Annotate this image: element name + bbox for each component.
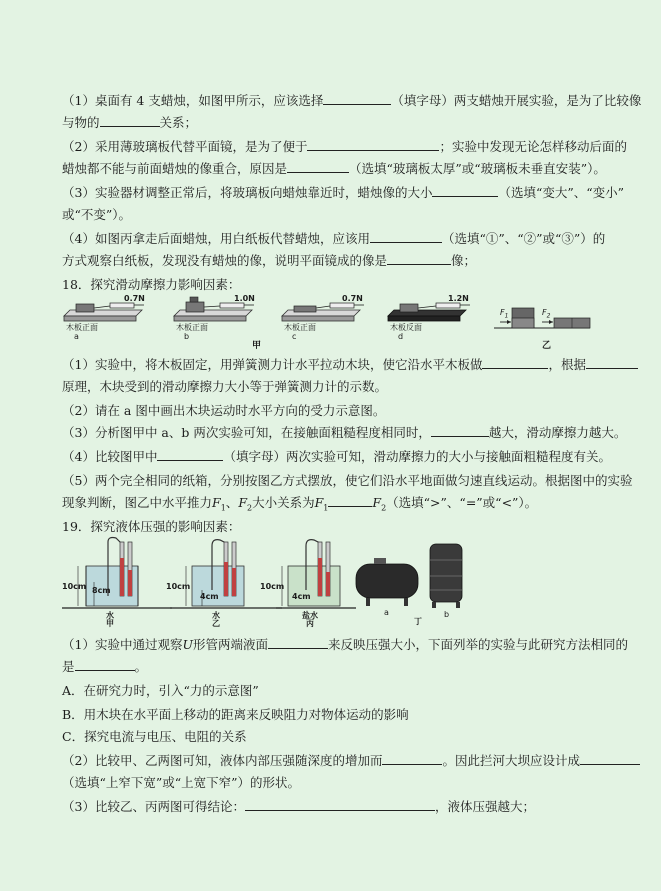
- q18-title: 18．探究滑动摩擦力影响因素：: [62, 277, 241, 292]
- blank[interactable]: [157, 448, 223, 461]
- blank[interactable]: [432, 184, 498, 197]
- liquid-label-1: 水: [106, 611, 114, 620]
- panel-letter-a: a: [74, 332, 79, 341]
- blank[interactable]: [431, 424, 489, 437]
- force-label-a: 0.7N: [124, 294, 145, 303]
- q18-line-2: 原理，木块受到的滑动摩擦力大小等于弹簧测力计的示数。: [62, 379, 388, 394]
- surface-label-a: 木板正面: [66, 323, 98, 332]
- height-label-1: 8cm: [92, 586, 111, 595]
- caption-jia: 甲: [252, 341, 262, 351]
- liquid-label-3: 盐水: [302, 611, 318, 620]
- caption-1: 甲: [106, 618, 114, 628]
- depth-label-1: 10cm: [62, 582, 87, 591]
- caption-yi: 乙: [542, 341, 552, 351]
- q17-line-3: （2）采用薄玻璃板代替平面镜，是为了便于 ；实验中发现无论怎样移动后面的: [62, 139, 627, 154]
- blank[interactable]: [387, 252, 451, 265]
- option-c: C．探究电流与电压、电阻的关系: [62, 729, 247, 744]
- liquid-label-2: 水: [212, 611, 220, 620]
- depth-label-2: 10cm: [166, 582, 191, 591]
- pressure-drawing: [62, 536, 482, 626]
- caption-3: 丙: [306, 618, 314, 628]
- force-label-c: 0.7N: [342, 294, 363, 303]
- q19-line-2: 是 。: [62, 659, 148, 674]
- q19-line-4: （选填“上窄下宽”或“上宽下窄”）的形状。: [62, 775, 301, 790]
- blank[interactable]: [482, 356, 548, 369]
- force-f1-label: $F_1$: [500, 308, 509, 320]
- force-label-d: 1.2N: [448, 294, 469, 303]
- q18-line-7: 现象判断，图乙中水平推力$F_1$、$F_2$大小关系为$F_1$ $F_2$（选填“>”、“=”或“<”）。: [62, 495, 538, 513]
- q17-line-8: 方式观察白纸板，发现没有蜡烛的像，说明平面镜成的像是 像；: [62, 253, 477, 268]
- caption-4: 丁: [414, 616, 422, 626]
- depth-label-3: 10cm: [260, 582, 285, 591]
- blank[interactable]: [268, 636, 328, 649]
- surface-label-b: 木板正面: [176, 323, 208, 332]
- q18-line-5: （4）比较图甲中 （填字母）两次实验可知，滑动摩擦力的大小与接触面粗糙程度有关。: [62, 449, 611, 464]
- pressure-figure: [62, 536, 482, 626]
- q18-line-3: （2）请在 a 图中画出木块运动时水平方向的受力示意图。: [62, 403, 386, 418]
- blank[interactable]: [307, 138, 439, 151]
- q19-line-1: （1）实验中通过观察U形管两端液面 来反映压强大小，下面列举的实验与此研究方法相同的: [62, 637, 629, 652]
- height-label-3: 4cm: [292, 592, 311, 601]
- blank[interactable]: [245, 798, 435, 811]
- blank[interactable]: [287, 160, 349, 173]
- height-label-2: 4cm: [200, 592, 219, 601]
- blank[interactable]: [328, 494, 372, 507]
- blank[interactable]: [382, 752, 442, 765]
- tank-label-b: b: [444, 610, 450, 619]
- force-f2-label: $F_2$: [542, 308, 551, 320]
- q19-line-3: （2）比较甲、乙两图可知，液体内部压强随深度的增加而 。因此拦河大坝应设计成: [62, 752, 640, 770]
- q19-title: 19．探究液体压强的影响因素：: [62, 519, 241, 534]
- option-b: B．用木块在水平面上移动的距离来反映阻力对物体运动的影响: [62, 707, 409, 722]
- blank[interactable]: [580, 752, 640, 765]
- blank[interactable]: [75, 658, 135, 671]
- q17-line-7: （4）如图丙拿走后面蜡烛，用白纸板代替蜡烛，应该用 （选填“①”、“②”或“③”）的: [62, 231, 606, 246]
- force-label-b: 1.0N: [234, 294, 255, 303]
- blank[interactable]: [370, 230, 442, 243]
- q17-line-5: （3）实验器材调整正常后，将玻璃板向蜡烛靠近时，蜡烛像的大小 （选填“变大”、“变小”: [62, 185, 625, 200]
- q18-line-6: （5）两个完全相同的纸箱，分别按图乙方式摆放，使它们沿水平地面做匀速直线运动。根据图中的实验: [62, 473, 633, 488]
- q18-line-1: （1）实验中，将木板固定，用弹簧测力计水平拉动木块，使它沿水平木板做 ，根据: [62, 356, 638, 374]
- surface-label-c: 木板正面: [284, 323, 316, 332]
- panel-letter-c: c: [292, 332, 297, 341]
- q18-line-4: （3）分析图甲中 a、b 两次实验可知，在接触面粗糙程度相同时， 越大，滑动摩擦力越大。: [62, 425, 627, 440]
- q17-line-2: 与物的 关系；: [62, 115, 198, 130]
- option-a: A．在研究力时，引入“力的示意图”: [62, 683, 259, 698]
- blank[interactable]: [586, 356, 638, 369]
- friction-figure: [62, 294, 592, 352]
- caption-2: 乙: [212, 618, 220, 628]
- tank-label-a: a: [384, 608, 389, 617]
- panel-letter-b: b: [184, 332, 190, 341]
- surface-label-d: 木板反面: [390, 323, 422, 332]
- blank[interactable]: [100, 114, 160, 127]
- q19-line-5: （3）比较乙、丙两图可得结论： ，液体压强越大；: [62, 799, 535, 814]
- q17-line-6: 或“不变”）。: [62, 207, 132, 222]
- blank[interactable]: [323, 92, 391, 105]
- q17-line-1: （1）桌面有 4 支蜡烛，如图甲所示，应该选择 （填字母）两支蜡烛开展实验，是为了比较像: [62, 93, 642, 108]
- panel-letter-d: d: [398, 332, 404, 341]
- q17-line-4: 蜡烛都不能与前面蜡烛的像重合，原因是 （选填“玻璃板太厚”或“玻璃板未垂直安装”）。: [62, 161, 606, 176]
